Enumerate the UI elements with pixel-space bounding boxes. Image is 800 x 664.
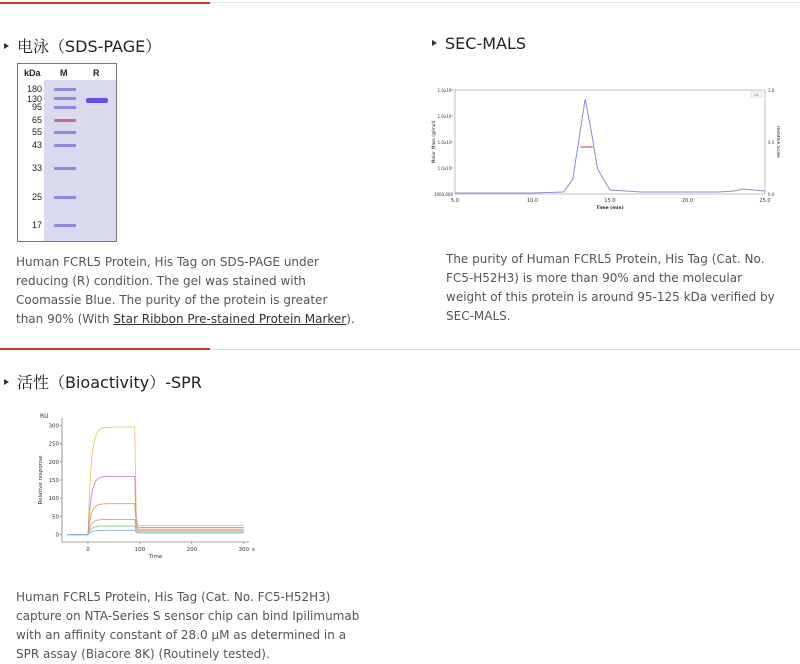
sec-mals-chart	[425, 82, 780, 212]
legend-label: LS	[754, 93, 759, 97]
x-tick-label: 10.0	[526, 198, 539, 204]
x-tick-label: 5.0	[451, 198, 459, 204]
x-tick-label: 15.0	[604, 198, 616, 204]
mid-divider-accent	[0, 348, 210, 350]
sds-gel-image	[17, 63, 117, 242]
spr-title-text: 活性（Bioactivity）-SPR	[17, 373, 202, 392]
marker-band	[54, 97, 76, 100]
y-tick-label: 1.0x10⁸	[437, 88, 453, 93]
marker-band	[54, 106, 76, 109]
marker-band	[54, 119, 76, 122]
marker-band	[54, 144, 76, 147]
y-tick-label: 300	[48, 423, 59, 430]
y-unit-label: RU	[40, 413, 49, 420]
kda-label-65: 65	[31, 115, 42, 125]
top-divider-accent	[0, 2, 210, 4]
x-tick-label: 200	[186, 547, 198, 553]
marker-band	[54, 196, 76, 199]
y-tick-label: 1.0x10⁶	[437, 140, 453, 145]
bullet-triangle-icon	[4, 379, 9, 385]
top-divider	[0, 2, 800, 3]
sds-description	[16, 253, 356, 329]
kda-label-17: 17	[31, 220, 42, 230]
x-tick-label: 20.0	[681, 198, 694, 204]
marker-band	[54, 131, 76, 134]
marker-band	[54, 167, 76, 170]
mid-divider	[0, 349, 800, 350]
y-tick-label: 1.0x10⁵	[437, 166, 453, 171]
spr-chart	[34, 408, 259, 568]
sds-section-title	[4, 34, 161, 57]
x-tick-label: 100	[134, 547, 146, 553]
kda-label-55: 55	[31, 127, 42, 137]
kda-label-130: 130	[26, 94, 42, 104]
gel-header-kda: kDa	[24, 68, 41, 78]
sensorgram-line	[67, 530, 244, 534]
mals-description: The purity of Human FCRL5 Protein, His Tag (Cat. No. FC5-H52H3) is more than 90% and the molecular weight of this protein is around 95-125 kDa verified by SEC-MALS.	[446, 252, 775, 323]
y2-axis-label: Relative Scale	[775, 126, 780, 158]
y-tick-label: 50	[52, 514, 59, 521]
gel-background	[44, 80, 116, 241]
spr-description: Human FCRL5 Protein, His Tag (Cat. No. FC5-H52H3) capture on NTA-Series S sensor chip can bind Ipilimumab with an affinity constant of 28.0 μM as determined in a SPR assay (Biacore 8K) (Routinely tested).	[16, 590, 360, 661]
y-axis-label: Molar Mass (g/mol)	[432, 120, 437, 164]
gel-header-marker: M	[60, 68, 68, 78]
x-axis-label: Time	[148, 554, 163, 560]
spr-section-title	[4, 370, 202, 393]
sample-band	[86, 98, 108, 103]
bullet-triangle-icon	[432, 40, 437, 46]
bullet-triangle-icon	[4, 43, 9, 49]
x-tick-label: 0	[86, 547, 90, 553]
sds-desc-end: ).	[346, 312, 355, 326]
kda-label-43: 43	[31, 140, 42, 150]
marker-band	[54, 224, 76, 227]
sds-title-text: 电泳（SDS-PAGE）	[17, 37, 162, 56]
kda-label-33: 33	[31, 163, 42, 173]
y-tick-label: 250	[48, 441, 59, 448]
sds-desc-text: Human FCRL5 Protein, His Tag on SDS-PAGE under reducing (R) condition. The gel was stained with Coomassie Blue. The purity of the protein is greater than 90% (With	[16, 255, 328, 326]
y-axis-label: Relative response	[38, 455, 44, 505]
kda-label-95: 95	[31, 102, 42, 112]
x-tick-label: 25.0	[759, 198, 771, 204]
y-tick-label: 1.0x10⁷	[437, 114, 453, 119]
gel-header-reducing: R	[93, 68, 100, 78]
plot-frame	[455, 90, 765, 194]
mals-section-title	[432, 34, 526, 53]
y2-tick-label: 0.5	[768, 140, 775, 145]
y-tick-label: 100	[48, 496, 59, 503]
sensorgram-line	[67, 427, 244, 535]
kda-label-25: 25	[31, 192, 42, 202]
y2-tick-label: 1.0	[768, 88, 775, 93]
x-tick-label: 300	[238, 547, 250, 553]
x-axis-label: Time (min)	[596, 206, 624, 211]
kda-label-180: 180	[26, 84, 42, 94]
marker-link[interactable]: Star Ribbon Pre-stained Protein Marker	[113, 312, 347, 326]
mals-title-text: SEC-MALS	[445, 34, 527, 53]
y-tick-label: 150	[48, 478, 59, 484]
x-unit-label: s	[252, 547, 255, 553]
marker-band	[54, 88, 76, 91]
y-tick-label: 0	[55, 532, 59, 539]
y-tick-label: 200	[48, 459, 59, 466]
y-tick-label: 1000.000	[433, 192, 453, 197]
y2-tick-label: 0.0	[768, 192, 775, 197]
